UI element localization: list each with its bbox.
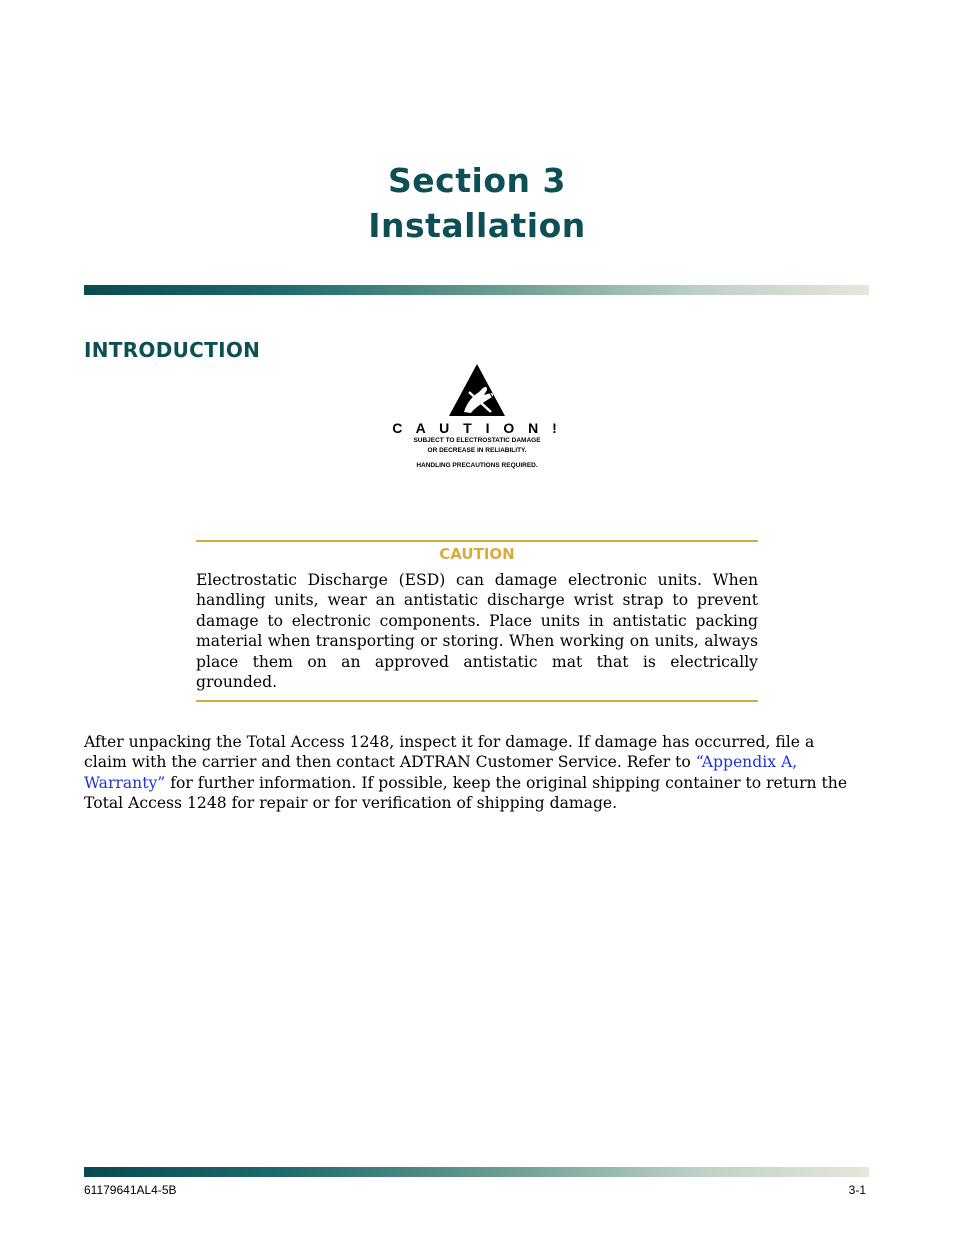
caution-text: Electrostatic Discharge (ESD) can damage electronic units. When handling units, wear an antistatic discharge wrist strap to prevent damage to electronic components. Place units in antistatic packing material when transporting or storing. When working on units, always place them on an approved antistatic mat that is electrically grounded. (196, 571, 758, 692)
esd-caution-line3: HANDLING PRECAUTIONS REQUIRED. (416, 462, 538, 469)
caution-box (196, 540, 758, 702)
caution-label: CAUTION (439, 545, 515, 563)
body-text-after-link: for further information. If possible, keep the original shipping container to return the Total Access 1248 for repair or for verification of shipping damage. (84, 773, 848, 813)
footer-doc-number: 61179641AL4-5B (84, 1183, 177, 1197)
section-number: Section 3 (388, 161, 566, 200)
footer-page-number: 3-1 (848, 1183, 866, 1197)
section-heading: INTRODUCTION (84, 338, 261, 362)
esd-caution-label (392, 362, 562, 478)
section-title: Installation (368, 206, 586, 245)
esd-caution-line2: OR DECREASE IN RELIABILITY. (427, 447, 527, 454)
body-text-before-link: After unpacking the Total Access 1248, inspect it for damage. If damage has occurred, file a claim with the carrier and then contact ADTRAN Customer Service. Refer to (84, 733, 815, 772)
esd-caution-title: C A U T I O N ! (392, 420, 562, 436)
footer-divider-bar (84, 1167, 869, 1177)
body-paragraph (84, 732, 856, 814)
esd-warning-icon (447, 362, 507, 418)
esd-caution-line1: SUBJECT TO ELECTROSTATIC DAMAGE (413, 437, 541, 444)
appendix-a-warranty-link[interactable]: “Appendix A, Warranty” (84, 753, 798, 792)
header-divider-bar (84, 285, 869, 295)
